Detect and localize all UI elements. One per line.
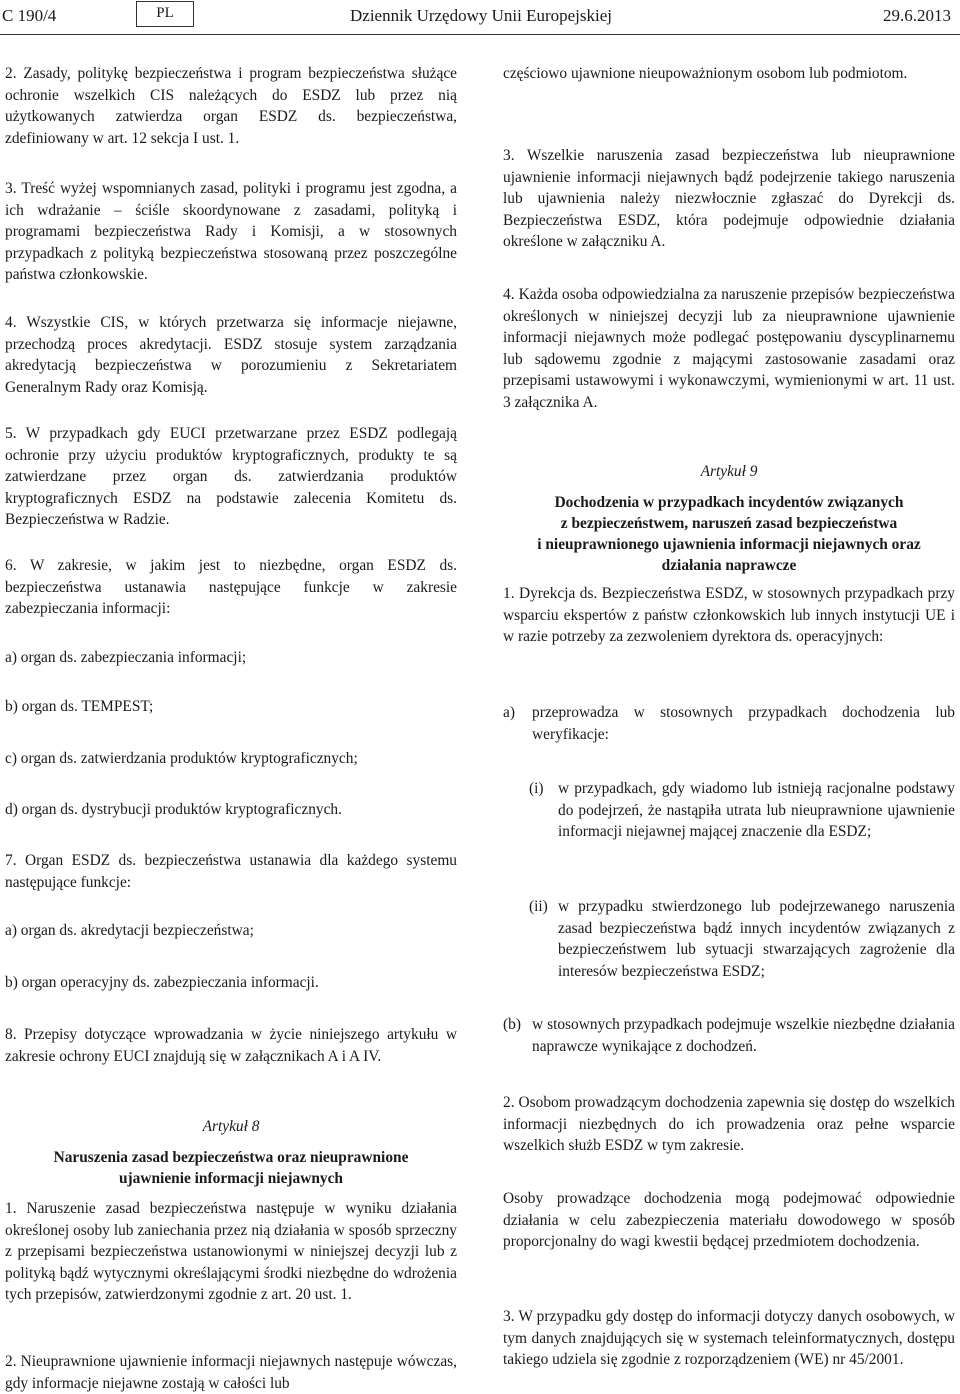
article-9-title-line-4: działania naprawcze: [661, 557, 797, 574]
article-9-paragraph-2-continued: Osoby prowadzące dochodzenia mogą podejmować odpowiednie działania w celu zabezpieczenia materiału dowodowego w sposób proporcjonalny do wagi kwestii będącej przedmiotem dochodzenia.: [503, 1190, 955, 1251]
list-item-a-text: przeprowadza w stosownych przypadkach dochodzenia lub weryfikacje:: [532, 704, 955, 743]
list-item-b: [503, 1014, 955, 1057]
list-item-ii-text: w przypadku stwierdzonego lub podejrzewanego naruszenia zasad bezpieczeństwa bądź innych incydentów związanych z bezpieczeństwem lub sytuacji stwarzających zagrożenie dla interesów bezpieczeństwa ESDZ;: [558, 898, 955, 980]
list-item-a: [503, 702, 955, 745]
list-item-6d: d) organ ds. dystrybucji produktów kryptograficznych.: [5, 801, 342, 818]
continuation-text: częściowo ujawnione nieupoważnionym osobom lub podmiotom.: [503, 65, 908, 82]
language-badge: PL: [136, 1, 194, 27]
list-item-a-label: a): [503, 704, 515, 721]
article-9-title-line-1: Dochodzenia w przypadkach incydentów związanych: [554, 494, 904, 511]
article-8-paragraph-2: 2. Nieuprawnione ujawnienie informacji niejawnych następuje wówczas, gdy informacje niejawne zostają w całości lub: [5, 1353, 457, 1392]
article-8-title-line-2: ujawnienie informacji niejawnych: [118, 1170, 343, 1187]
article-8-title-line-1: Naruszenia zasad bezpieczeństwa oraz nieuprawnione: [53, 1149, 409, 1166]
header-rule: [0, 34, 960, 35]
article-9-heading: Artykuł 9: [700, 463, 758, 480]
article-8-paragraph-4: 4. Każda osoba odpowiedzialna za naruszenie przepisów bezpieczeństwa określonych w niniejszej decyzji lub za nieuprawnione ujawnienie informacji niejawnych może podlegać postępowaniu dyscyplinarnemu lub sądowemu zgodnie z mającymi zastosowanie zasadami oraz przepisami ustawowymi i wykonawczymi, wymienionymi w art. 11 ust. 3 załącznika A.: [503, 286, 955, 411]
page-number: C 190/4: [2, 6, 57, 25]
paragraph-6: 6. W zakresie, w jakim jest to niezbędne, organ ESDZ ds. bezpieczeństwa ustanawia następujące funkcje w zakresie zabezpieczania informacji:: [5, 557, 457, 618]
list-item-b-label: (b): [503, 1016, 521, 1033]
list-item-6b: b) organ ds. TEMPEST;: [5, 698, 154, 715]
list-item-ii: [529, 896, 955, 982]
list-item-7a: a) organ ds. akredytacji bezpieczeństwa;: [5, 922, 254, 939]
journal-title: Dziennik Urzędowy Unii Europejskiej: [350, 6, 613, 25]
article-8-paragraph-1: 1. Naruszenie zasad bezpieczeństwa następuje w wyniku działania określonej osoby lub zaniechania przez nią działania w sposób sprzeczny z przepisami bezpieczeństwa ustanowionymi w niniejszej decyzji lub z polityką bądź wytycznymi określającymi środki niezbędne do wdrożenia tych przepisów, zatwierdzonymi zgodnie z art. 20 ust. 1.: [5, 1200, 457, 1304]
paragraph-3: 3. Treść wyżej wspomnianych zasad, polityki i programu jest zgodna, a ich wdrażanie – ściśle skoordynowane z zasadami, polityką i programami bezpieczeństwa Rady i Komisji, a w stosownych przypadkach z polityką bezpieczeństwa stosowaną przez poszczególne państwa członkowskie.: [5, 180, 457, 284]
article-8-heading: Artykuł 8: [202, 1118, 260, 1135]
article-9-paragraph-1: 1. Dyrekcja ds. Bezpieczeństwa ESDZ, w stosownych przypadkach przy wsparciu ekspertów z państw członkowskich lub innych instytucji UE i w razie potrzeby za zezwoleniem dyrektora ds. operacyjnych:: [503, 585, 955, 646]
paragraph-5: 5. W przypadkach gdy EUCI przetwarzane przez ESDZ podlegają ochronie przy użyciu produktów kryptograficznych, produkty te są zatwierdzane przez organ ds. zatwierdzania produktów kryptograficznych ESDZ na podstawie zalecenia Komitetu ds. Bezpieczeństwa w Radzie.: [5, 425, 457, 529]
article-9-title-line-3: i nieuprawnionego ujawnienia informacji niejawnych oraz: [537, 536, 921, 553]
list-item-6c: c) organ ds. zatwierdzania produktów kryptograficznych;: [5, 750, 358, 767]
list-item-b-text: w stosownych przypadkach podejmuje wszelkie niezbędne działania naprawcze wynikające z dochodzeń.: [532, 1016, 955, 1055]
article-9-title-line-2: z bezpieczeństwem, naruszeń zasad bezpieczeństwa: [560, 515, 898, 532]
list-item-i: [529, 778, 955, 843]
page-header: [0, 0, 960, 40]
list-item-i-label: (i): [529, 780, 544, 797]
article-9-paragraph-2: 2. Osobom prowadzącym dochodzenia zapewnia się dostęp do wszelkich informacji niezbędnych do ich prowadzenia oraz pełne wsparcie wszelkich służb ESDZ w tym zakresie.: [503, 1094, 955, 1155]
paragraph-8: 8. Przepisy dotyczące wprowadzania w życie niniejszego artykułu w zakresie ochrony EUCI znajdują się w załącznikach A i A IV.: [5, 1026, 457, 1065]
list-item-6a: a) organ ds. zabezpieczania informacji;: [5, 649, 247, 666]
list-item-i-text: w przypadkach, gdy wiadomo lub istnieją racjonalne podstawy do podejrzeń, że nastąpiła utrata lub nieuprawnione ujawnienie informacji niejawnej mającej znaczenie dla ESDZ;: [558, 780, 955, 841]
paragraph-7: 7. Organ ESDZ ds. bezpieczeństwa ustanawia dla każdego systemu następujące funkcje:: [5, 852, 457, 891]
article-8-paragraph-3: 3. Wszelkie naruszenia zasad bezpieczeństwa lub nieuprawnione ujawnienie informacji niejawnych bądź podejrzenie takiego naruszenia lub ujawnienia należy niezwłocznie zgłaszać do Dyrekcji ds. Bezpieczeństwa ESDZ, która podejmuje odpowiednie działania określone w załączniku A.: [503, 147, 955, 251]
article-9-paragraph-3: 3. W przypadku gdy dostęp do informacji dotyczy danych osobowych, w tym danych znajdujących się w systemach teleinformatycznych, dostępu takiego udziela się zgodnie z rozporządzeniem (WE) nr 45/2001.: [503, 1308, 955, 1369]
list-item-7b: b) organ operacyjny ds. zabezpieczania informacji.: [5, 974, 319, 991]
publication-date: 29.6.2013: [883, 6, 951, 25]
paragraph-4: 4. Wszystkie CIS, w których przetwarza się informacje niejawne, przechodzą proces akredytacji. ESDZ stosuje system zarządzania akredytacją bezpieczeństwa w porozumieniu z Sekretariatem Generalnym Rady oraz Komisją.: [5, 314, 457, 396]
list-item-ii-label: (ii): [529, 898, 548, 915]
paragraph-2: 2. Zasady, politykę bezpieczeństwa i program bezpieczeństwa służące ochronie wszelkich CIS należących do ESDZ lub przez nią użytkowanych zatwierdza organ ESDZ ds. bezpieczeństwa, zdefiniowany w art. 12 sekcja I ust. 1.: [5, 65, 457, 147]
